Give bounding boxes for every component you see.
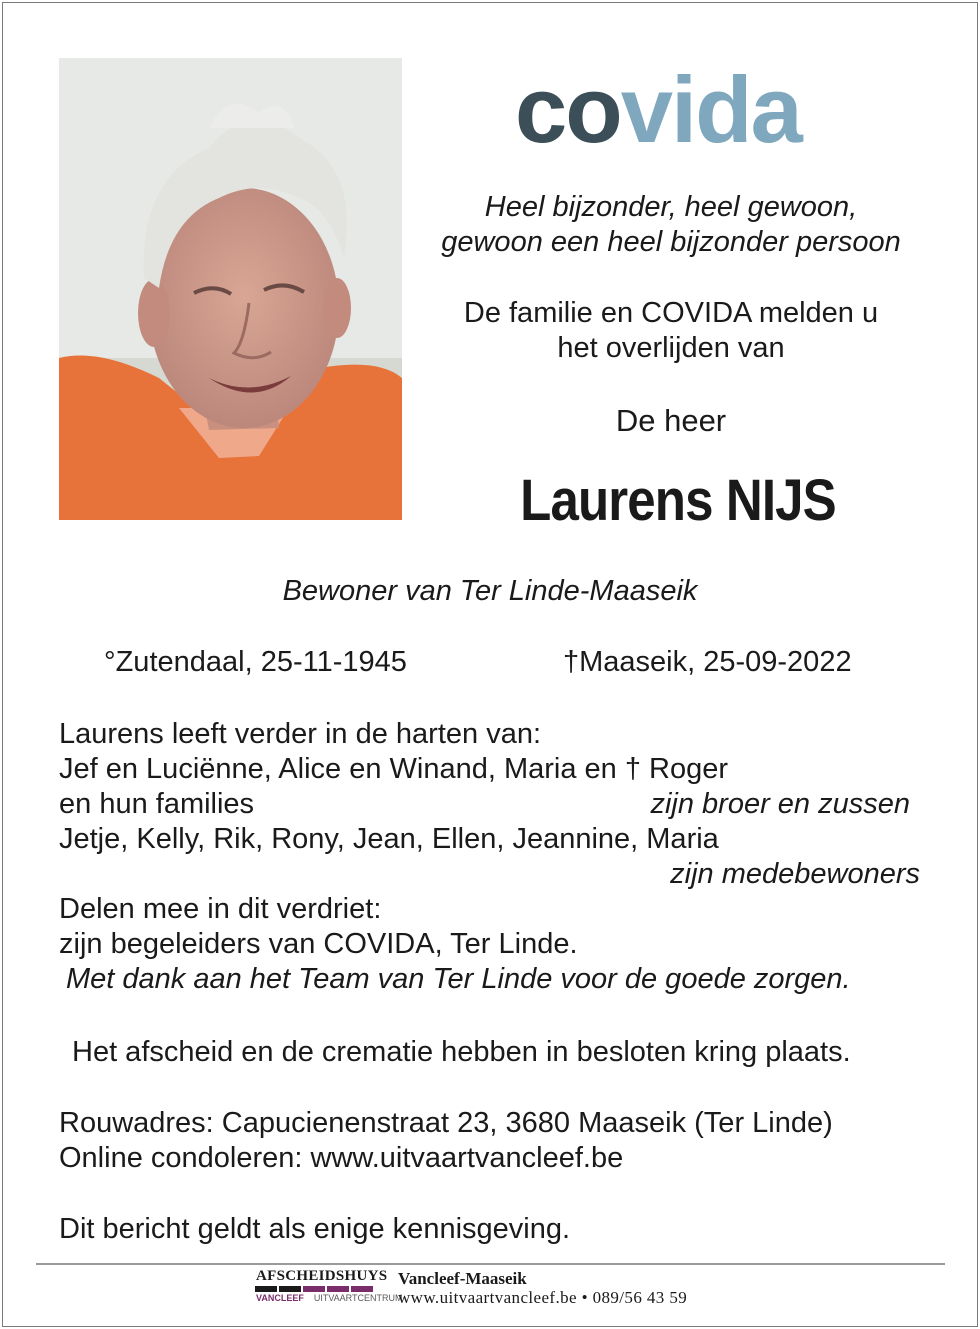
announcement-line-1: De familie en COVIDA melden u	[463, 297, 879, 329]
svg-text:covida: covida	[515, 62, 801, 154]
funeral-home-sub-2: UITVAARTCENTRUM	[313, 1293, 403, 1303]
funeral-home-brand: AFSCHEIDSHUYS	[256, 1268, 388, 1284]
salutation: De heer	[615, 403, 727, 438]
online-condolence-line: Online condoleren: www.uitvaartvancleef.be	[59, 1142, 624, 1174]
siblings-line: Jef en Luciënne, Alice en Winand, Maria en † Roger	[59, 753, 729, 785]
covida-logo	[515, 62, 825, 154]
funeral-company-name: Vancleef-Maaseik	[398, 1269, 527, 1288]
siblings-role: zijn broer en zussen	[650, 788, 910, 820]
birth-line: °Zutendaal, 25-11-1945	[104, 646, 407, 678]
notice-line: Dit bericht geldt als enige kennisgeving.	[59, 1213, 571, 1245]
thanks-line: Met dank aan het Team van Ter Linde voor de goede zorgen.	[66, 963, 851, 995]
ceremony-line: Het afscheid en de crematie hebben in besloten kring plaats.	[72, 1036, 851, 1068]
family-intro: Laurens leeft verder in de harten van:	[59, 718, 542, 750]
residence-line: Bewoner van Ter Linde-Maaseik	[282, 575, 698, 607]
share-intro: Delen mee in dit verdriet:	[59, 893, 382, 925]
death-line: †Maaseik, 25-09-2022	[563, 646, 852, 678]
deceased-name: Laurens NIJS	[520, 468, 836, 533]
portrait-photo	[59, 58, 402, 520]
residents-line: Jetje, Kelly, Rik, Rony, Jean, Ellen, Jeannine, Maria	[59, 823, 719, 855]
footer-divider	[36, 1263, 945, 1265]
funeral-company-contact: www.uitvaartvancleef.be • 089/56 43 59	[398, 1288, 688, 1307]
caregivers-line: zijn begeleiders van COVIDA, Ter Linde.	[59, 928, 578, 960]
announcement-line-2: het overlijden van	[557, 332, 785, 364]
address-line: Rouwadres: Capucienenstraat 23, 3680 Maaseik (Ter Linde)	[59, 1107, 833, 1139]
funeral-home-sub-1: VANCLEEF	[256, 1293, 304, 1303]
residents-role: zijn medebewoners	[670, 858, 920, 890]
funeral-home-subtitle	[256, 1293, 403, 1303]
siblings-cont-line: en hun families	[59, 788, 255, 820]
funeral-home-color-bar	[255, 1286, 375, 1292]
tagline-line-1: Heel bijzonder, heel gewoon,	[484, 191, 858, 223]
tagline-line-2: gewoon een heel bijzonder persoon	[441, 226, 901, 258]
